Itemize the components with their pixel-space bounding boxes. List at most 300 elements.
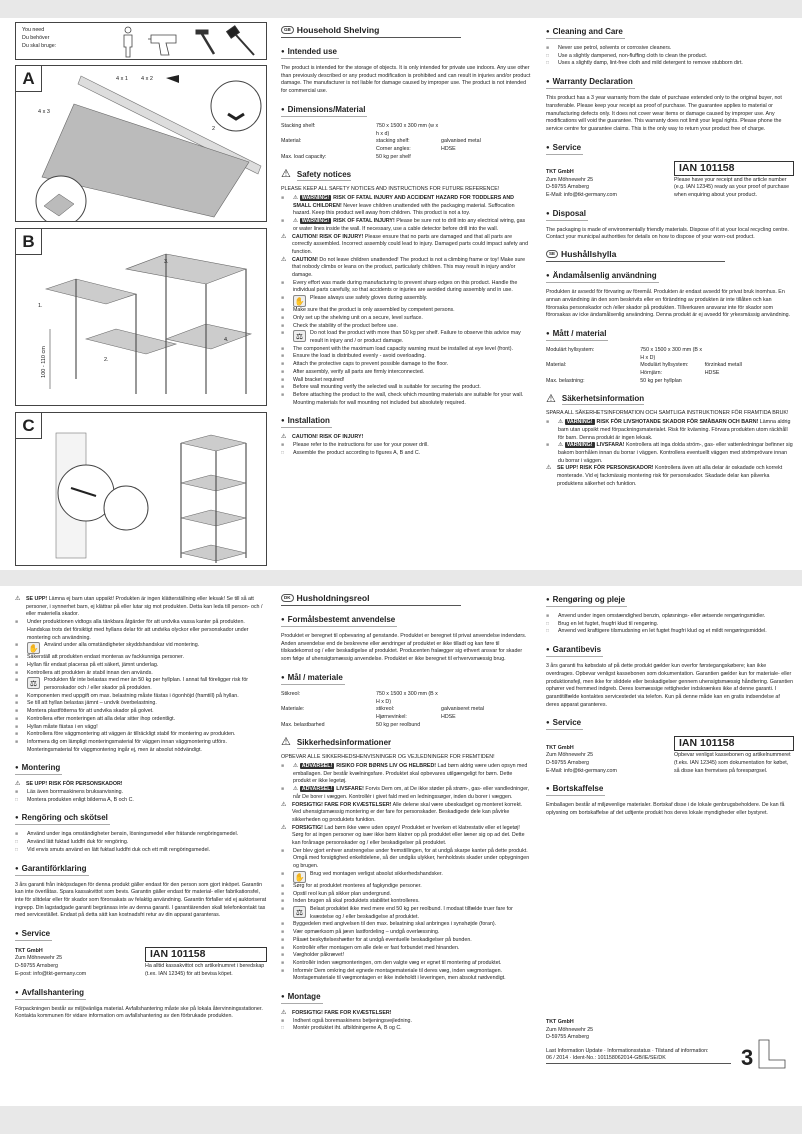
- spec-cell: 750 x 1500 x 300 mm (B x H x D): [640, 346, 703, 361]
- spec-cell: Stikreol:: [281, 690, 301, 697]
- section-heading-wrap: [281, 989, 531, 1010]
- item-text: Kontrollera även att alla delar är oskadade och korrekt monterade. Vid ej fackmässig montering risk för personskador. Skadade delar kan påverka produktens säkerhet och funktion.: [557, 465, 783, 487]
- list-item: [281, 825, 531, 848]
- list-item-body: [293, 218, 531, 233]
- list-item: [281, 929, 531, 937]
- item-strong: FORSIGTIG!: [292, 824, 323, 831]
- list-item-body: [27, 693, 239, 701]
- square-bullet-icon: ■: [15, 731, 19, 738]
- warning-small-triangle-icon: ⚠: [293, 218, 298, 225]
- list-item-body: [27, 724, 98, 732]
- list-item: [15, 708, 267, 716]
- item-text: Lad børn aldrig være uden opsyn med emballagen. Der består kvælningsfare. Produktet skal opbevares utilgængeligt for børn. Dette produkt er ikke legetøj.: [293, 763, 528, 785]
- spec-cell: [441, 691, 531, 706]
- square-bullet-icon: ■: [15, 789, 19, 796]
- list-item: [281, 434, 531, 442]
- square-bullet-icon: ■: [281, 898, 285, 905]
- list-item: [15, 724, 267, 732]
- square-bullet-icon: ■: [15, 708, 19, 715]
- mallet-icon: [227, 26, 254, 55]
- item-strong: LIVSFARA!: [596, 442, 625, 449]
- figure-a: [15, 65, 267, 222]
- bullet-list: [546, 613, 794, 636]
- ian-number-box: IAN 101158: [674, 736, 794, 751]
- square-bullet-icon: ■: [281, 295, 285, 302]
- list-item-body: [293, 968, 531, 983]
- item-text: Läs även borrmaskinens bruksanvisning.: [27, 789, 123, 796]
- service-note-wrap: [674, 736, 794, 775]
- step-label: 1.: [38, 303, 43, 309]
- figure-c-drawing: [16, 413, 266, 565]
- list-item-body: [27, 677, 267, 692]
- spec-cell: Corner angles:: [376, 145, 411, 152]
- service-city: D-59755 Arnsberg: [15, 963, 58, 970]
- list-item: [281, 883, 531, 891]
- caps-notice: OPBEVAR ALLE SIKKERHEDSHENVISNINGER OG VEJLEDNINGER FOR FREMTIDEN!: [281, 754, 495, 761]
- item-text: Använd under inga omständigheter bensin, lösningsmedel eller frätande rengöringsmedel.: [27, 831, 239, 838]
- list-item-body: [293, 392, 531, 407]
- safety-title: Safety notices: [296, 170, 352, 180]
- figure-tag: C: [16, 413, 42, 439]
- spec-cell: [441, 123, 531, 138]
- section-heading: ● Rengöring och skötsel: [15, 812, 110, 825]
- list-item-body: [293, 315, 423, 323]
- service-address: [15, 948, 137, 979]
- section-heading: ● Cleaning and Care: [546, 26, 625, 39]
- item-text: Opstil reol kun på sikker plan undergrund.: [293, 890, 392, 897]
- list-item-body: [558, 613, 765, 621]
- square-bullet-icon: ■: [546, 419, 550, 426]
- service-address: [546, 745, 666, 776]
- safety-title: Sikkerhedsinformationer: [296, 738, 392, 748]
- item-strong: RISK FÖR LIVSHOTANDE SKADOR FÖR SMÅBARN OCH BARN!: [596, 419, 759, 426]
- step-label: 4.: [224, 337, 229, 343]
- item-text: Informera dig om lämpligt monteringsmaterial för väggen innan väggmontering utförs. Monteringsmaterial för väggmontering ingår ej, men är absolut nödvändigt.: [27, 738, 227, 753]
- spec-cell: 50 kg per shelf: [376, 153, 411, 160]
- checkbox-icon: □: [15, 846, 19, 853]
- list-item-body: [27, 716, 175, 724]
- warning-triangle-icon: ⚠: [546, 465, 552, 472]
- list-item-body: [292, 825, 531, 848]
- part-label: 2: [212, 126, 216, 132]
- section-heading-wrap: [546, 268, 794, 289]
- list-item: [15, 739, 267, 754]
- list-item-body: [27, 831, 238, 839]
- square-bullet-icon: ■: [281, 847, 285, 854]
- square-bullet-icon: ■: [281, 882, 285, 889]
- warning-triangle-icon: ⚠: [281, 168, 291, 181]
- part-label: 4 x 3: [38, 109, 50, 115]
- list-item-body: [293, 377, 344, 385]
- list-item-body: [27, 708, 154, 716]
- list-item: [15, 831, 267, 839]
- safety-gloves-icon: ✋: [28, 644, 39, 654]
- item-strong: CAUTION! RISK OF INJURY!: [292, 434, 364, 441]
- item-text: Please be sure not to drill into any electrical wiring, gas or water lines inside the wall. If necessary, use a cable detector before drill into the wall.: [293, 218, 526, 232]
- spec-cell: [281, 146, 376, 154]
- safety-title: Säkerhetsinformation: [561, 394, 645, 404]
- bullet-list: [15, 831, 267, 854]
- section-heading: ● Montage: [281, 991, 323, 1004]
- list-item-body: [293, 937, 472, 945]
- item-text: Uses a slightly damp, lint-free cloth and mild detergent to remove stubborn dirt.: [558, 60, 743, 67]
- checkbox-icon: □: [15, 796, 19, 803]
- paragraph: 3 års garanti fra købsdato af på dette produkt gælder kun overfor førstegangskøbere; kan ikke overdrages. Opbevar venligst kassebonen som dokumentation. Garantien gælder kun for materiale- eller produktionsfejl, men ikke for sliddele eller beskadigelser gennem uhensigtsmæssig håndtering. Garantien ophører ved fremmed indgreb. Deres lovmæssige rettigheder indskrænkes ikke af denne garanti. I garantitilfælde kontaktes servicestedet via telefon. Kun på denne måde kan en gratis indsendelse af deres apparat garanteres.: [546, 663, 794, 708]
- list-item-body: [558, 419, 794, 442]
- list-item-body: [293, 960, 501, 968]
- square-bullet-icon: ■: [281, 870, 285, 877]
- square-bullet-icon: ■: [281, 944, 285, 951]
- item-text: Se till att hyllan belastas jämnt – undvik överbelastning.: [27, 700, 157, 707]
- checkbox-icon: □: [546, 60, 550, 67]
- item-text: Check the stability of the product before use.: [293, 322, 398, 329]
- section-heading-wrap: [15, 810, 267, 831]
- service-note: Ha alltid kassakvittot och artikelnumret i beredskap (t.ex. IAN 12345) för att bevisa köpet.: [145, 963, 265, 977]
- column-se: [15, 596, 267, 1027]
- service-email: E-Mail: info@tkt-germany.com: [546, 767, 617, 774]
- list-item-body: [27, 797, 134, 805]
- item-text: Forvis Dem om, at De ikke støder på strøm-, gas- eller vandledninger, når De borer i væggen. Kontrollér i givet fald med en ledningssøger, inden du borer i væggen.: [293, 786, 530, 800]
- list-item: [281, 1010, 531, 1018]
- list-item-body: [293, 280, 531, 295]
- list-item: [281, 802, 531, 825]
- list-item: [281, 346, 531, 354]
- square-bullet-icon: ■: [15, 677, 19, 684]
- section-heading: ● Warranty Declaration: [546, 76, 635, 89]
- item-text: Lad børn ikke være uden opsyn! Produktet er hverken et klatrestativ eller et legetøj! Sørg for at ingen personer og især ikke børn klatrer op på produktet eller læner sig op ad det. Dette kan forårsage personskader og / eller beskadigelser på produktet.: [292, 824, 525, 847]
- spec-cell: Max. load capacity:: [281, 153, 327, 160]
- square-bullet-icon: ■: [281, 195, 285, 202]
- section-heading: ● Intended use: [281, 46, 339, 59]
- item-strong: SE UPP! RISK FÖR PERSONSKADOR!: [26, 781, 123, 788]
- section-heading: ● Rengøring og pleje: [546, 594, 627, 607]
- service-company: TKT GmbH: [546, 168, 574, 175]
- item-text: Informér Dem omkring det egnede montagemateriale til deres væg, inden vægmontagen. Montagemateriale til vægmontagen er ikke indeholdt i leveringen, men absolut nødvendigt.: [293, 967, 506, 982]
- section-heading: ● Mål / materiale: [281, 672, 345, 685]
- spec-cell: Hjørnevinkel:: [376, 713, 407, 720]
- spec-cell: 50 kg per reolbund: [376, 721, 421, 728]
- list-item-body: [558, 53, 707, 61]
- list-item: [281, 218, 531, 233]
- section-heading-wrap: [15, 861, 267, 882]
- list-item-body: [27, 847, 210, 855]
- spec-cell: 750 x 1500 x 300 mm (B x H x D): [376, 690, 438, 705]
- square-bullet-icon: ■: [281, 307, 285, 314]
- language-title: Household Shelving: [296, 25, 380, 35]
- list-item-body: [558, 442, 794, 465]
- service-note-wrap: [674, 161, 794, 200]
- list-item-body: [27, 789, 123, 797]
- service-company: TKT GmbH: [546, 744, 574, 751]
- list-item-body: [293, 906, 531, 921]
- service-block: [15, 947, 267, 978]
- section-heading: ● Service: [546, 717, 583, 730]
- service-block: [546, 736, 794, 775]
- square-bullet-icon: ■: [281, 330, 285, 337]
- square-bullet-icon: ■: [281, 322, 285, 329]
- safety-heading: [281, 169, 531, 181]
- item-text: Kontrollera att produkten är stabil innan den används.: [27, 669, 153, 676]
- tools-icons: [116, 25, 261, 58]
- list-item-body: [27, 839, 128, 847]
- item-text: Byggedelen med angivelsen til den max. belastning skal anbringes i synshøjde (foran).: [293, 921, 497, 928]
- square-bullet-icon: ■: [281, 353, 285, 360]
- footer-street: Zum Möhnewehr 25: [546, 1026, 594, 1033]
- item-text: Använd under alla omständigheter skyddshandskar vid montering.: [44, 642, 200, 649]
- item-text: After assembly, verify all parts are firmly interconnected.: [293, 368, 425, 375]
- item-strong: SE UPP! RISK FÖR PERSONSKADOR!: [557, 465, 654, 472]
- checkbox-icon: □: [546, 620, 550, 627]
- list-item: [15, 596, 267, 619]
- item-text: Only set up the shelving unit on a secure, level surface.: [293, 314, 423, 321]
- spec-cell: stacking shelf:: [376, 138, 410, 145]
- list-item: [15, 839, 267, 847]
- service-email: E-Mail: info@tkt-germany.com: [546, 192, 617, 199]
- checkbox-icon: □: [15, 839, 19, 846]
- footer-info: Last Information Update · Informationsstatus · Tilstand af information:: [546, 1047, 709, 1054]
- list-item: [546, 465, 794, 488]
- list-item-body: [292, 1010, 391, 1018]
- item-strong: RISK OF FATAL INJURY AND ACCIDENT HAZARD FOR TODDLERS AND SMALL CHILDREN!: [293, 195, 515, 209]
- section-heading: ● Montering: [15, 762, 62, 775]
- warning-triangle-icon: ⚠: [281, 801, 287, 808]
- item-text: Use a slightly dampened, non-fluffing cloth to clean the product.: [558, 52, 708, 59]
- section-heading-wrap: [546, 206, 794, 227]
- warning-badge: WARNING!: [301, 195, 330, 202]
- list-item-body: [292, 802, 531, 825]
- footer-company: TKT GmbH: [546, 1019, 574, 1025]
- list-item: [281, 848, 531, 871]
- spec-cell: förzinkad metall: [704, 362, 742, 369]
- item-text: Montera produkten enligt bilderna A, B och C.: [27, 796, 134, 803]
- spec-cell: Stacking shelf:: [281, 122, 316, 129]
- square-bullet-icon: ■: [281, 442, 285, 449]
- item-text: Säkerställ att produkten endast monteras av fackkunniga personer.: [27, 654, 184, 661]
- service-street: Zum Möhnewehr 25: [546, 176, 594, 183]
- safety-gloves-icon: ✋: [294, 297, 305, 307]
- paragraph: Produkten är avsedd för förvaring av föremål. Produkten är endast avsedd för privat bruk inomhus. En annan användning än den som beskrivits eller en förändring av produkten är inte tillåten och kan förorsaka personskador och /eller skador på produkten. Tillverkaren ansvarar inte för skador som förorsakas av icke ändamålsenlig användning. Denna produkt är ej avsedd för yrkesmässig användning.: [546, 289, 791, 319]
- item-strong: RISIKO FOR BØRNS LIV OG HELBRED!: [336, 763, 437, 770]
- item-text: Belast produktet ikke med mere end 50 kg per reolbund. I modsat tilfælde truer fare for kvæstelse og / eller beskadigelse af produktet.: [310, 905, 513, 920]
- item-strong: CAUTION!: [292, 256, 318, 263]
- bullet-list: [281, 1010, 531, 1033]
- list-item: [546, 613, 794, 621]
- page-number: 3: [741, 1045, 754, 1070]
- figure-tag: B: [16, 229, 42, 255]
- list-item: [281, 392, 531, 407]
- caps-notice: PLEASE KEEP ALL SAFETY NOTICES AND INSTRUCTIONS FOR FUTURE REFERENCE!: [281, 186, 500, 193]
- spec-cell: HDSE: [441, 713, 456, 720]
- square-bullet-icon: ■: [15, 619, 19, 626]
- need-label: Du behöver: [22, 35, 50, 41]
- warning-small-triangle-icon: ⚠: [293, 786, 298, 793]
- section-heading-wrap: [546, 592, 794, 613]
- hammer-icon: [196, 30, 214, 54]
- section-heading-wrap: [546, 326, 794, 347]
- page-top: [0, 18, 802, 570]
- item-text: Please refer to the instructions for use for your power drill.: [293, 442, 429, 449]
- need-label: You need: [22, 27, 45, 33]
- square-bullet-icon: ■: [281, 376, 285, 383]
- item-strong: FORSIGTIG! FARE FOR KVÆSTELSER!: [292, 1010, 392, 1017]
- square-bullet-icon: ■: [281, 361, 285, 368]
- checkbox-icon: □: [281, 449, 285, 456]
- warning-badge: ADVARSEL!: [301, 786, 333, 793]
- paragraph: The packaging is made of environmentally friendly materials. Dispose of it at your local recycling centre. Contact your municipal authorities for details on how to dispose of your worn-out product.: [546, 226, 789, 241]
- list-item: [15, 716, 267, 724]
- bullet-list: [281, 434, 531, 457]
- list-item-body: [558, 628, 767, 636]
- list-item: [281, 763, 531, 786]
- paragraph: Förpackningen består av miljövänliga material. Avfallshantering måste ske på lokala återvinningsstationer. Kontakta kommunen för vidare information om avfallshantering av den förbrukade produkten.: [15, 1005, 263, 1020]
- section-heading-wrap: [15, 926, 267, 947]
- language-code-badge: GB: [281, 26, 294, 34]
- item-strong: SE UPP!: [26, 596, 48, 602]
- square-bullet-icon: ■: [15, 654, 19, 661]
- list-item: [281, 906, 531, 921]
- list-item-body: [292, 434, 363, 442]
- list-item: [281, 871, 531, 883]
- list-item-body: [293, 346, 513, 354]
- list-item: [15, 619, 267, 642]
- list-item-body: [293, 323, 398, 331]
- service-address: [546, 169, 666, 200]
- ian-number-box: IAN 101158: [674, 161, 794, 176]
- list-item-body: [293, 1025, 402, 1033]
- square-bullet-icon: ■: [546, 613, 550, 619]
- list-item-body: [293, 330, 531, 345]
- max-load-icon: ⚖: [293, 330, 306, 342]
- spec-cell: 50 kg per hyllplan: [640, 377, 682, 384]
- warning-triangle-icon: ⚠: [281, 736, 291, 749]
- square-bullet-icon: ■: [15, 723, 19, 730]
- item-text: Indhent også boremaskinens betjeningsvejledning.: [293, 1017, 412, 1024]
- item-text: Please always use safety gloves during assembly.: [310, 295, 428, 302]
- warning-small-triangle-icon: ⚠: [558, 442, 563, 449]
- service-email: E-post: info@tkt-germany.com: [15, 970, 87, 977]
- list-item-body: [557, 465, 794, 488]
- square-bullet-icon: ■: [281, 314, 285, 321]
- list-item-body: [293, 871, 443, 883]
- item-text: Inden brugen så skal produktets stabilitet kontrolleres.: [293, 898, 420, 905]
- item-text: Make sure that the product is only assembled by competent persons.: [293, 307, 455, 314]
- item-text: Never leave children unattended with the packaging material. Suffocation hazard. Keep this product well away from children. This product is not a toy.: [293, 202, 515, 217]
- list-item: [546, 60, 794, 68]
- list-item: [281, 937, 531, 945]
- section-heading-wrap: [546, 24, 794, 45]
- list-item: [15, 700, 267, 708]
- list-item-body: [293, 883, 422, 891]
- safety-heading: [281, 737, 531, 749]
- square-bullet-icon: ■: [15, 692, 19, 699]
- list-item: [281, 353, 531, 361]
- item-text: Never use petrol, solvents or corrosive cleaners.: [558, 45, 672, 51]
- item-text: Hyllan får endast placeras på ett säkert, jämnt underlag.: [27, 661, 159, 668]
- service-company: TKT GmbH: [15, 947, 43, 954]
- list-item-body: [558, 621, 658, 629]
- list-item-body: [27, 654, 184, 662]
- item-text: Under produktionen vidtogs alla tänkbara åtgärder för att undvika vassa kanter på produkten. Handskas trots det försiktigt med hyllans delar för att undvika olyckor eller personskador under montering och användning.: [27, 619, 249, 641]
- item-text: Vær opmærksom på jævn lastfordeling – undgå overlæssning.: [293, 929, 440, 936]
- list-item-body: [27, 700, 157, 708]
- list-item: [281, 330, 531, 345]
- service-note: Opbevar venligst kassebonen og artikelnummeret (f.eks. IAN 12345) som dokumentation for købet, så disse kan fremvises på forespørgsel.: [674, 752, 791, 774]
- square-bullet-icon: ■: [281, 345, 285, 352]
- item-text: Lämna ej barn utan uppsikt! Produkten är ingen klätterställning eller leksak! Se till så att personer, i synnerhet barn, ej klättrar på eller lutar sig mot produkten. Detta kan leda till person- och / eller materiella skador.: [26, 596, 263, 618]
- list-item-body: [292, 257, 531, 280]
- spec-cell: [441, 154, 531, 162]
- checkbox-icon: □: [281, 1025, 285, 1032]
- item-text: Kontrollera att inga dolda ström-, gas- eller vattenledningar befinner sig bakom borrhålen innan du borrar i väggen. Kontrollera eventuellt väggen med strömprövare innan du borrar i väggen.: [558, 442, 793, 464]
- checkbox-icon: □: [546, 628, 550, 635]
- item-text: Wall bracket required!: [293, 376, 345, 383]
- spec-cell: [705, 378, 794, 386]
- list-item: [281, 323, 531, 331]
- section-heading: ● Service: [546, 142, 583, 155]
- item-text: Komponenten med uppgift om max. belastning måste fästas i ögonhöjd (framtill) på hyllan.: [27, 692, 239, 699]
- spec-table: [546, 347, 794, 386]
- figure-b-drawing: [16, 229, 266, 405]
- part-label: 4 x 2: [141, 76, 153, 82]
- item-strong: CAUTION! RISK OF INJURY!: [292, 233, 364, 240]
- list-item-body: [293, 307, 455, 315]
- warning-badge: VARNING!: [566, 419, 593, 426]
- list-item-body: [558, 60, 743, 68]
- section-heading: ● Bortskaffelse: [546, 783, 605, 796]
- square-bullet-icon: ■: [15, 738, 19, 745]
- list-item: [15, 677, 267, 692]
- step-label: 3.: [164, 259, 169, 265]
- list-item: [546, 628, 794, 636]
- square-bullet-icon: ■: [281, 890, 285, 897]
- list-item: [281, 960, 531, 968]
- item-text: Brug ved montagen verligst absolut sikkerhedshandsker.: [310, 870, 443, 877]
- list-item: [15, 731, 267, 739]
- list-item: [15, 781, 267, 789]
- list-item: [15, 654, 267, 662]
- list-item-body: [27, 619, 267, 642]
- list-item-body: [293, 384, 481, 392]
- square-bullet-icon: ■: [15, 700, 19, 707]
- item-strong: RISK OF FATAL INJURY!: [333, 218, 395, 225]
- item-text: Kontrollér efter montagen om alle dele er fast forbundet med hinanden.: [293, 944, 460, 951]
- list-item: [546, 419, 794, 442]
- section-heading-wrap: [15, 985, 267, 1006]
- list-item: [281, 786, 531, 801]
- square-bullet-icon: ■: [546, 45, 550, 51]
- list-item: [281, 295, 531, 307]
- service-street: Zum Möhnewehr 25: [546, 752, 594, 759]
- item-text: Anvend ved kraftigere tilsmudsning en let fugtet fnugfri klud og et mildt rengøringsmiddel.: [558, 628, 767, 635]
- list-item: [281, 1025, 531, 1033]
- list-item-body: [27, 662, 158, 670]
- item-text: Hyllan måste fästas i en vägg!: [27, 723, 98, 730]
- square-bullet-icon: ■: [281, 952, 285, 959]
- section-heading-wrap: [281, 612, 531, 633]
- list-item: [281, 234, 531, 257]
- section-heading: ● Installation: [281, 415, 332, 428]
- max-load-icon: ⚖: [27, 677, 40, 689]
- item-strong: LIVSFARE!: [336, 786, 364, 793]
- need-label: Du skal bruge:: [22, 43, 57, 49]
- part-label: 4 x 1: [116, 76, 128, 82]
- section-heading: ● Formålsbestemt anvendelse: [281, 614, 397, 627]
- list-item-body: [293, 195, 531, 218]
- square-bullet-icon: ■: [281, 391, 285, 398]
- warning-triangle-icon: ⚠: [281, 233, 287, 240]
- list-item-body: [27, 731, 235, 739]
- section-heading-wrap: [546, 715, 794, 736]
